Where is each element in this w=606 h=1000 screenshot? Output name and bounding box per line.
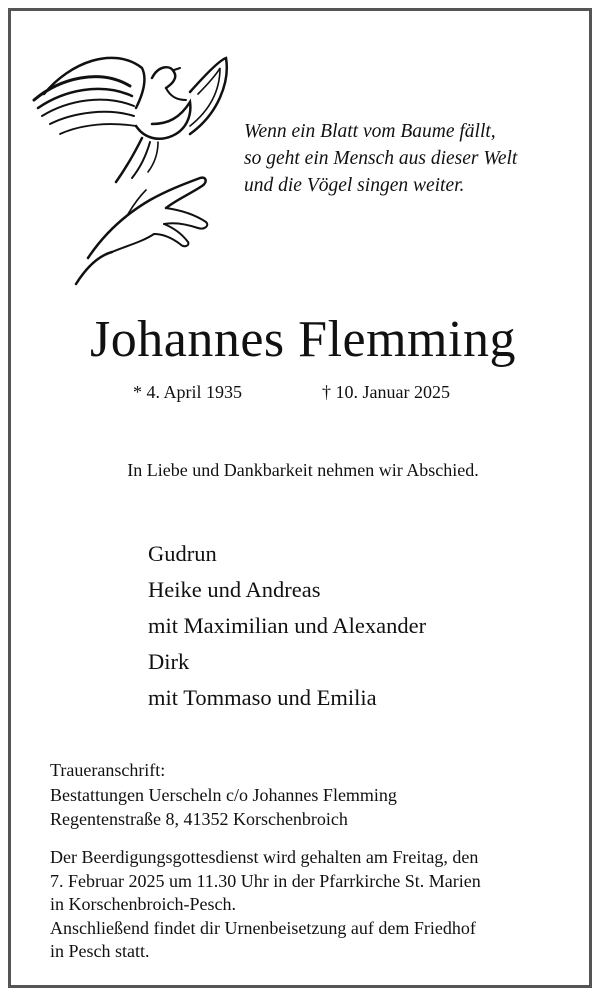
- funeral-service-info: [50, 846, 481, 964]
- service-line: in Pesch statt.: [50, 941, 150, 961]
- farewell-text: In Liebe und Dankbarkeit nehmen wir Abschied.: [127, 460, 479, 480]
- mourner: Gudrun: [148, 541, 217, 566]
- poem: [244, 118, 517, 199]
- service-line: Anschließend findet dir Urnenbeisetzung auf dem Friedhof: [50, 917, 476, 938]
- poem-line: und die Vögel singen weiter.: [244, 175, 465, 196]
- mourner: Dirk: [148, 649, 190, 674]
- mourning-address: [50, 758, 397, 832]
- deceased-name: Johannes Flemming: [90, 311, 516, 368]
- service-line: in Korschenbroich-Pesch.: [50, 894, 236, 914]
- dove-over-hand-icon: [30, 38, 240, 288]
- service-line: 7. Februar 2025 um 11.30 Uhr in der Pfarrkirche St. Marien: [50, 870, 481, 891]
- service-line: Der Beerdigungsgottesdienst wird gehalten am Freitag, den: [50, 847, 479, 867]
- address-label: Traueranschrift:: [50, 760, 166, 780]
- address-line: Bestattungen Uerscheln c/o Johannes Flemming: [50, 784, 397, 805]
- death-date: † 10. Januar 2025: [322, 382, 450, 402]
- poem-line: so geht ein Mensch aus dieser Welt: [244, 148, 518, 169]
- birth-date: * 4. April 1935: [133, 382, 243, 402]
- poem-line: Wenn ein Blatt vom Baume fällt,: [244, 121, 496, 142]
- address-line: Regentenstraße 8, 41352 Korschenbroich: [50, 809, 348, 829]
- mourners-list: [148, 536, 426, 716]
- mourner: mit Tommaso und Emilia: [148, 685, 377, 710]
- mourner: mit Maximilian und Alexander: [148, 613, 427, 638]
- mourner: Heike und Andreas: [148, 577, 321, 602]
